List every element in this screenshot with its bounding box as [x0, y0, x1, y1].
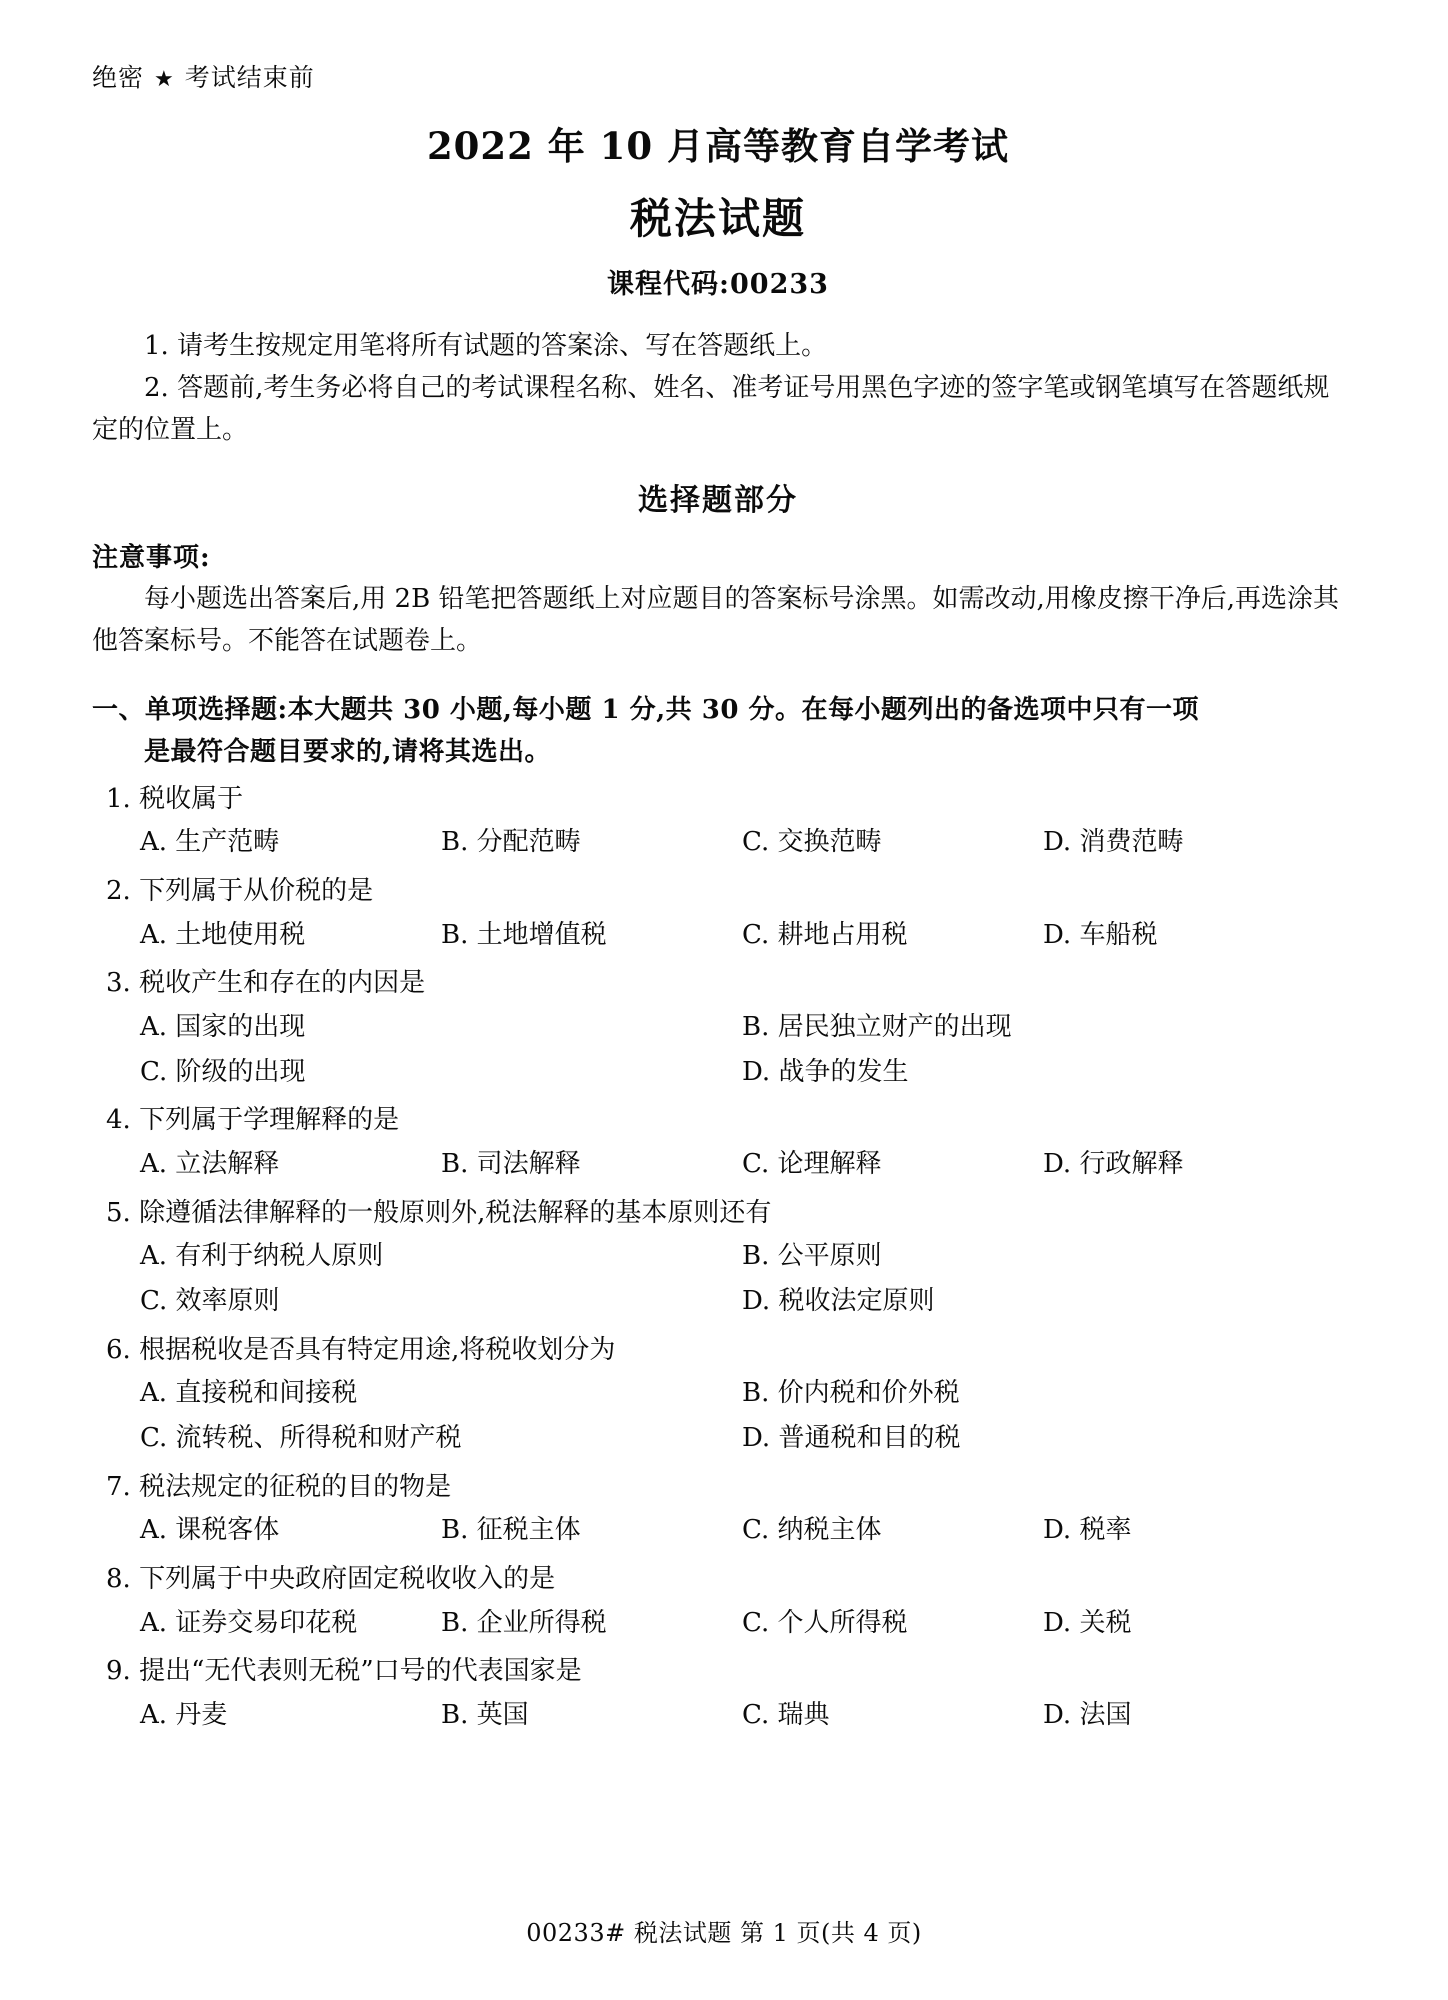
question-stem: 1. 税收属于: [106, 783, 244, 814]
option-c[interactable]: C. 个人所得税: [742, 1607, 908, 1638]
option-a[interactable]: A. 立法解释: [140, 1149, 280, 1180]
option-a[interactable]: A. 证券交易印花税: [140, 1607, 358, 1638]
question-stem: 4. 下列属于学理解释的是: [106, 1105, 400, 1136]
option-row: [92, 1601, 1344, 1646]
question-stem: 3. 税收产生和存在的内因是: [106, 968, 426, 999]
question-item: [92, 1651, 1344, 1737]
option-c[interactable]: C. 耕地占用税: [742, 919, 908, 950]
option-b[interactable]: B. 司法解释: [441, 1149, 581, 1180]
option-b[interactable]: B. 价内税和价外税: [742, 1378, 960, 1409]
part-one-heading: [92, 689, 1344, 773]
option-a[interactable]: A. 国家的出现: [140, 1011, 306, 1042]
question-item: [92, 1559, 1344, 1645]
question-item: [92, 779, 1344, 865]
question-item: [92, 871, 1344, 957]
question-item: [92, 1330, 1344, 1461]
option-row: [92, 1142, 1344, 1187]
course-code: 课程代码:00233: [607, 269, 829, 300]
option-d[interactable]: D. 消费范畴: [1043, 827, 1184, 858]
option-c[interactable]: C. 纳税主体: [742, 1515, 882, 1546]
question-item: [92, 963, 1344, 1094]
question-stem: 2. 下列属于从价税的是: [106, 876, 374, 907]
section-heading: 选择题部分: [638, 483, 798, 519]
star-icon: ★: [154, 67, 175, 92]
question-stem: 7. 税法规定的征税的目的物是: [106, 1471, 452, 1502]
part-one-line2: 是最符合题目要求的,请将其选出。: [144, 736, 552, 767]
option-b[interactable]: B. 征税主体: [441, 1515, 581, 1546]
option-row: [92, 1371, 1344, 1416]
option-b[interactable]: B. 公平原则: [742, 1241, 882, 1272]
option-row: [92, 1279, 1344, 1324]
question-stem: 8. 下列属于中央政府固定税收收入的是: [106, 1564, 556, 1595]
option-c[interactable]: C. 瑞典: [742, 1700, 830, 1731]
option-d[interactable]: D. 车船税: [1043, 919, 1158, 950]
option-c[interactable]: C. 论理解释: [742, 1149, 882, 1180]
question-stem: 6. 根据税收是否具有特定用途,将税收划分为: [106, 1334, 616, 1365]
option-row: [92, 913, 1344, 958]
option-b[interactable]: B. 企业所得税: [441, 1607, 607, 1638]
option-b[interactable]: B. 英国: [441, 1700, 529, 1731]
option-a[interactable]: A. 丹麦: [140, 1700, 228, 1731]
option-d[interactable]: D. 战争的发生: [742, 1056, 909, 1087]
page-title: 2022 年 10 月高等教育自学考试: [426, 124, 1010, 168]
option-row: [92, 1416, 1344, 1461]
option-row: [92, 1693, 1344, 1738]
question-stem: 9. 提出“无代表则无税”口号的代表国家是: [106, 1656, 582, 1687]
attention-label: 注意事项:: [92, 543, 211, 574]
option-b[interactable]: B. 居民独立财产的出现: [742, 1011, 1012, 1042]
part-one-line1: 一、单项选择题:本大题共 30 小题,每小题 1 分,共 30 分。在每小题列出的备选项中只有一项: [92, 694, 1199, 725]
instruction-item: 2. 答题前,考生务必将自己的考试课程名称、姓名、准考证号用黑色字迹的签字笔或钢笔填写在答题纸规定的位置上。: [92, 373, 1330, 446]
instructions-list: [92, 325, 1344, 451]
instruction-item: 1. 请考生按规定用笔将所有试题的答案涂、写在答题纸上。: [144, 331, 828, 361]
option-d[interactable]: D. 关税: [1043, 1607, 1132, 1638]
page-footer: 00233# 税法试题 第 1 页(共 4 页): [526, 1919, 922, 1947]
option-row: [92, 820, 1344, 865]
option-a[interactable]: A. 生产范畴: [140, 827, 280, 858]
option-row: [92, 1050, 1344, 1095]
option-b[interactable]: B. 分配范畴: [441, 827, 581, 858]
secret-label: 绝密: [92, 63, 145, 92]
option-a[interactable]: A. 课税客体: [140, 1515, 280, 1546]
question-item: [92, 1100, 1344, 1186]
option-d[interactable]: D. 普通税和目的税: [742, 1423, 961, 1454]
attention-text: 每小题选出答案后,用 2B 铅笔把答题纸上对应题目的答案标号涂黑。如需改动,用橡皮擦干净后,再选涂其他答案标号。不能答在试题卷上。: [92, 584, 1339, 657]
option-d[interactable]: D. 法国: [1043, 1700, 1132, 1731]
question-item: [92, 1193, 1344, 1324]
option-row: [92, 1234, 1344, 1279]
secret-suffix-label: 考试结束前: [184, 63, 315, 92]
option-row: [92, 1508, 1344, 1553]
option-c[interactable]: C. 效率原则: [140, 1286, 280, 1317]
option-c[interactable]: C. 交换范畴: [742, 827, 882, 858]
option-d[interactable]: D. 行政解释: [1043, 1149, 1184, 1180]
option-d[interactable]: D. 税率: [1043, 1515, 1132, 1546]
option-c[interactable]: C. 流转税、所得税和财产税: [140, 1423, 462, 1454]
option-d[interactable]: D. 税收法定原则: [742, 1286, 935, 1317]
option-a[interactable]: A. 直接税和间接税: [140, 1378, 358, 1409]
option-a[interactable]: A. 土地使用税: [140, 919, 306, 950]
question-item: [92, 1467, 1344, 1553]
subject-title: 税法试题: [629, 194, 806, 243]
option-b[interactable]: B. 土地增值税: [441, 919, 607, 950]
option-row: [92, 1005, 1344, 1050]
secret-header: [92, 58, 1344, 94]
option-c[interactable]: C. 阶级的出现: [140, 1056, 306, 1087]
option-a[interactable]: A. 有利于纳税人原则: [140, 1241, 384, 1272]
question-stem: 5. 除遵循法律解释的一般原则外,税法解释的基本原则还有: [106, 1197, 772, 1228]
